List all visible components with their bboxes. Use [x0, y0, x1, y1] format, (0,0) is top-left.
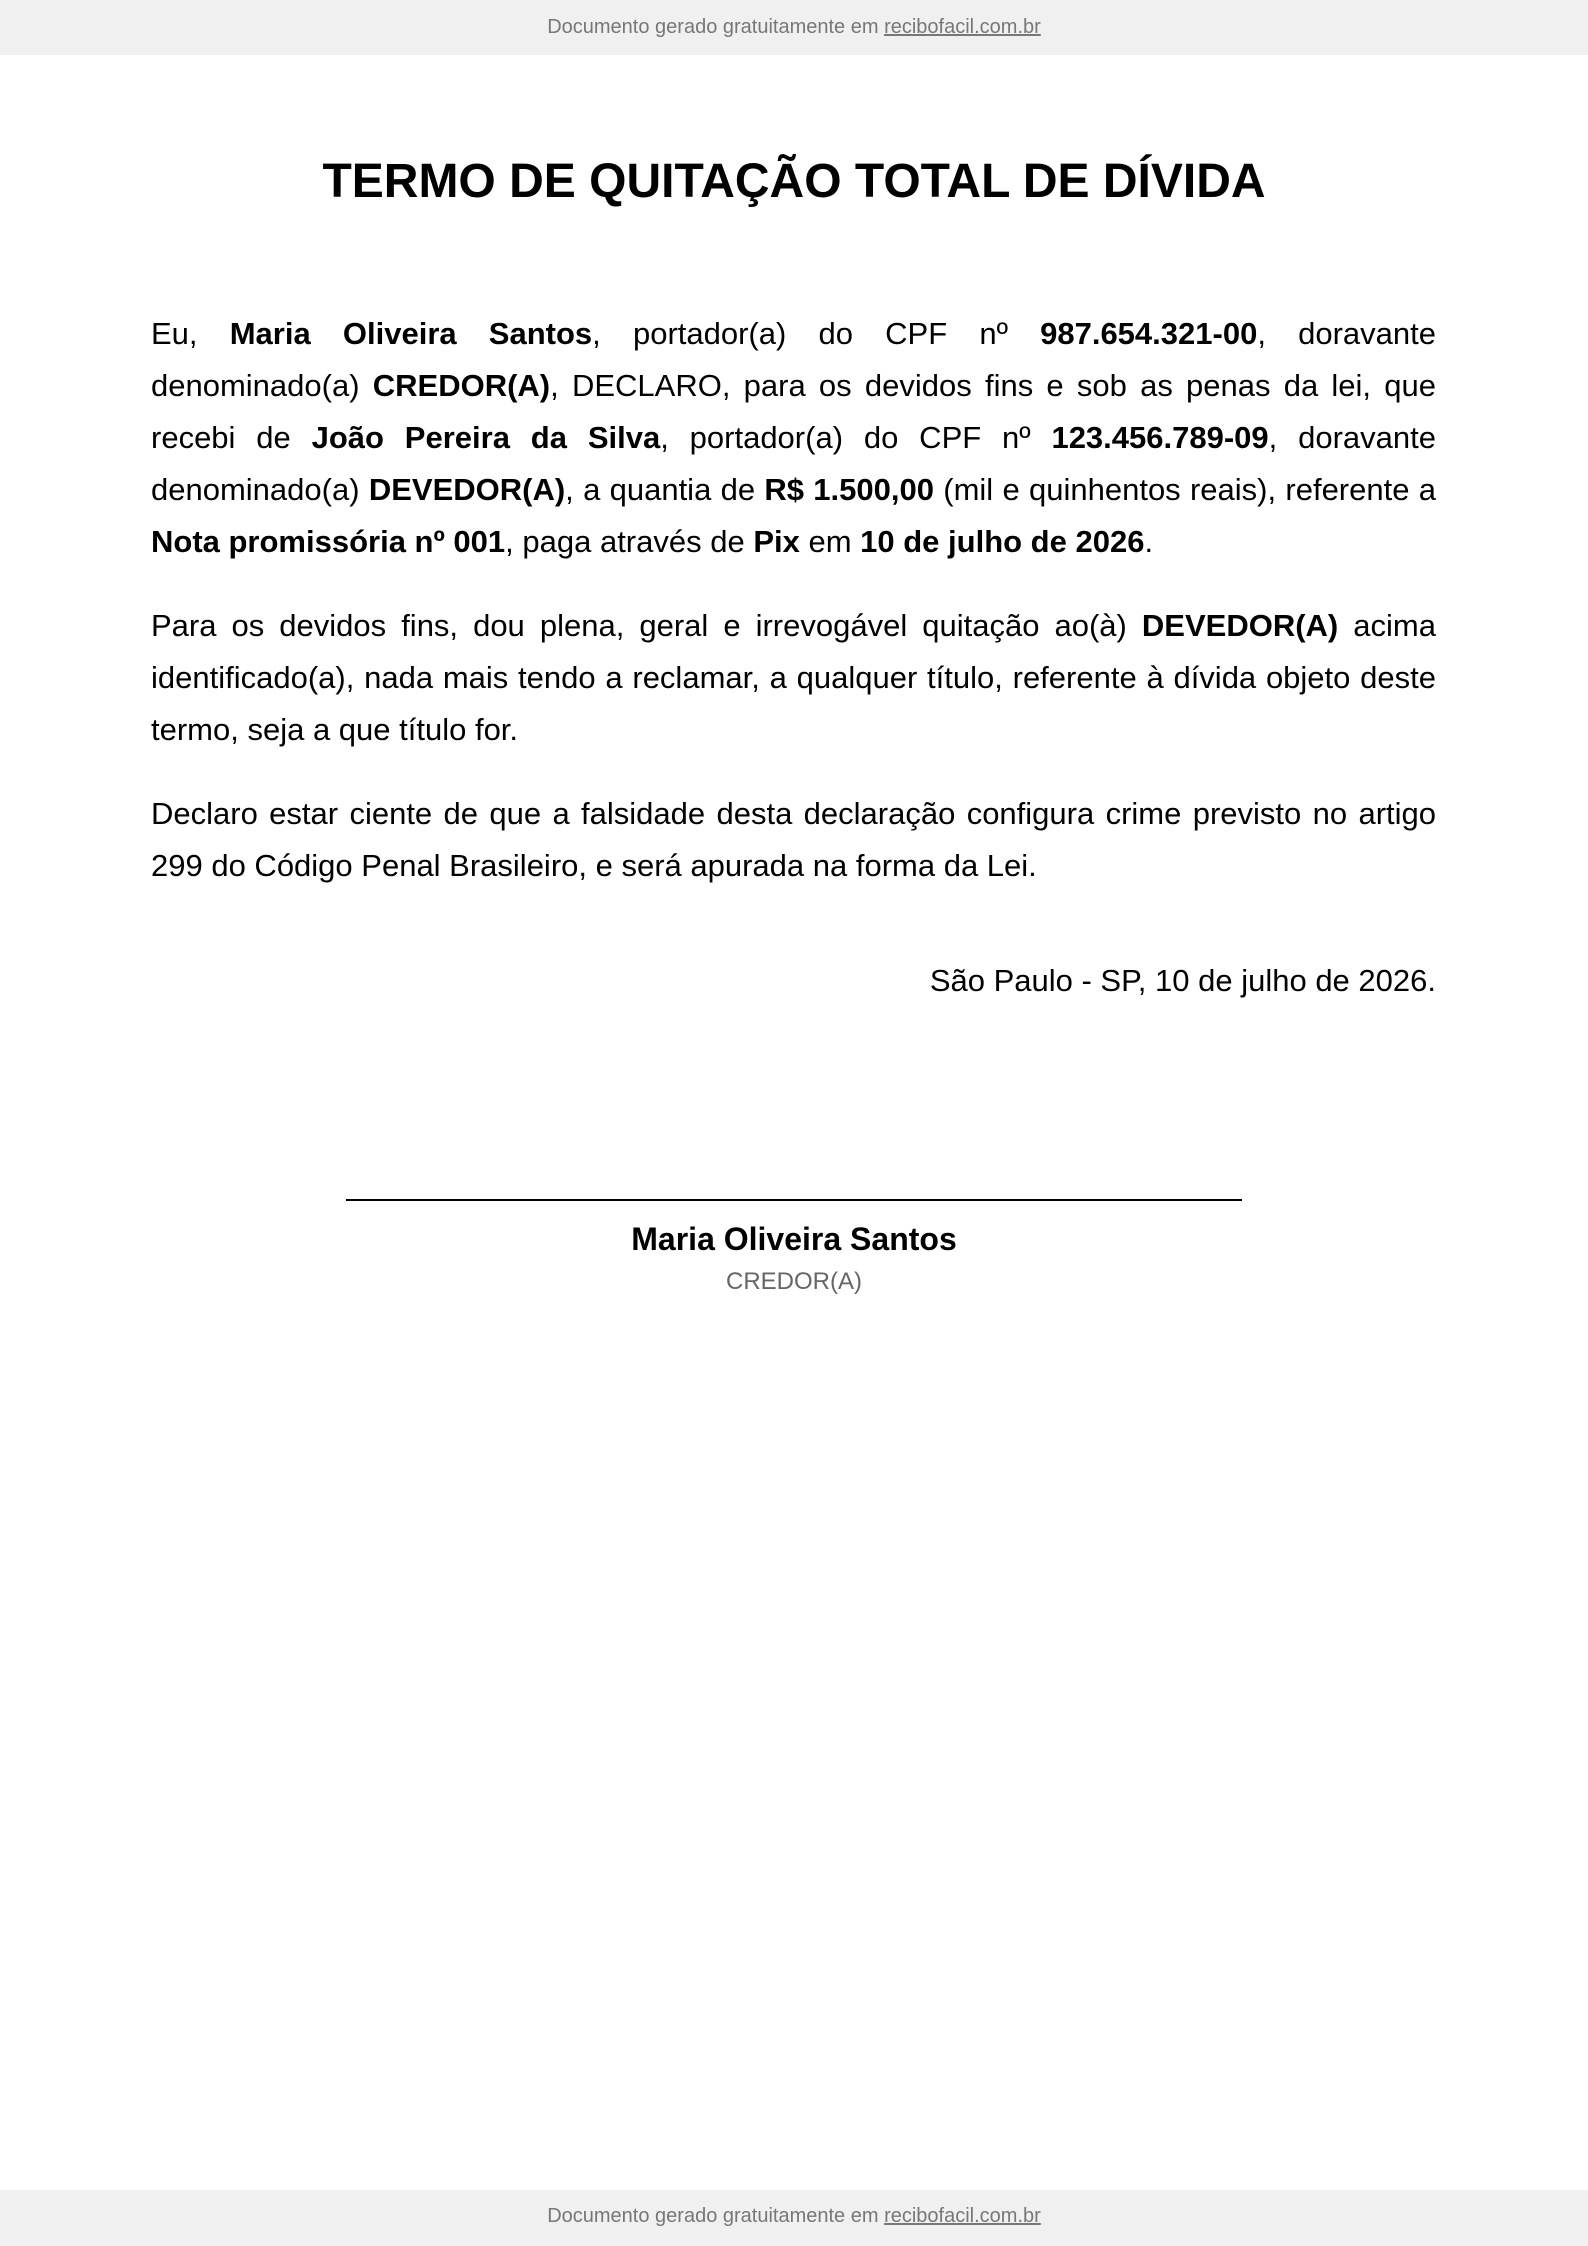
text-segment: Para os devidos fins, dou plena, geral e irrevogável quitação ao(à) — [151, 608, 1142, 643]
document-title: TERMO DE QUITAÇÃO TOTAL DE DÍVIDA — [322, 155, 1266, 208]
text-segment: , portador(a) do CPF nº — [660, 420, 1052, 455]
text-segment: acima identificado(a), nada mais tendo a reclamar, a qualquer título, referente à dívida objeto deste termo, seja a que título for. — [151, 608, 1436, 747]
creditor-role: CREDOR(A) — [372, 368, 551, 403]
text-segment: , doravante denominado(a) — [151, 420, 1436, 507]
debt-reference: Nota promissória nº 001 — [151, 524, 506, 559]
banner-link[interactable]: recibofacil.com.br — [884, 2205, 1041, 2227]
legal-notice-paragraph: Declaro estar ciente de que a falsidade desta declaração configura crime previsto no artigo 299 do Código Penal Brasileiro, e será apurada na forma da Lei. — [151, 796, 1436, 883]
top-banner — [0, 0, 1588, 55]
text-segment: , a quantia de — [565, 472, 765, 507]
debtor-name: João Pereira da Silva — [311, 420, 661, 455]
text-segment: . — [1144, 524, 1154, 559]
text-segment: , paga através de — [505, 524, 754, 559]
signature-line — [346, 1199, 1242, 1201]
text-segment: Eu, — [151, 316, 230, 351]
text-segment: , DECLARO, para os devidos fins e sob as penas da lei, que recebi de — [151, 368, 1436, 455]
banner-text: Documento gerado gratuitamente em — [547, 16, 885, 38]
debtor-role: DEVEDOR(A) — [1141, 608, 1339, 643]
bottom-banner — [0, 2190, 1588, 2246]
signatory-role: CREDOR(A) — [726, 1268, 862, 1295]
banner-text: Documento gerado gratuitamente em — [547, 2205, 885, 2227]
signatory-name: Maria Oliveira Santos — [631, 1221, 957, 1257]
creditor-name: Maria Oliveira Santos — [229, 316, 593, 351]
discharge-paragraph — [151, 600, 1436, 756]
amount: R$ 1.500,00 — [764, 472, 934, 507]
text-segment: em — [799, 524, 861, 559]
creditor-cpf: 987.654.321-00 — [1040, 316, 1258, 351]
place-and-date: São Paulo - SP, 10 de julho de 2026. — [929, 963, 1436, 998]
banner-link[interactable]: recibofacil.com.br — [884, 16, 1041, 38]
document-body — [151, 308, 1436, 924]
text-segment: , portador(a) do CPF nº — [592, 316, 1041, 351]
debtor-cpf: 123.456.789-09 — [1051, 420, 1269, 455]
payment-method: Pix — [753, 524, 800, 559]
declaration-paragraph — [151, 308, 1436, 568]
debtor-role: DEVEDOR(A) — [368, 472, 566, 507]
text-segment: (mil e quinhentos reais), referente a — [933, 472, 1436, 507]
payment-date: 10 de julho de 2026 — [860, 524, 1145, 559]
text-segment: , doravante denominado(a) — [151, 316, 1436, 403]
